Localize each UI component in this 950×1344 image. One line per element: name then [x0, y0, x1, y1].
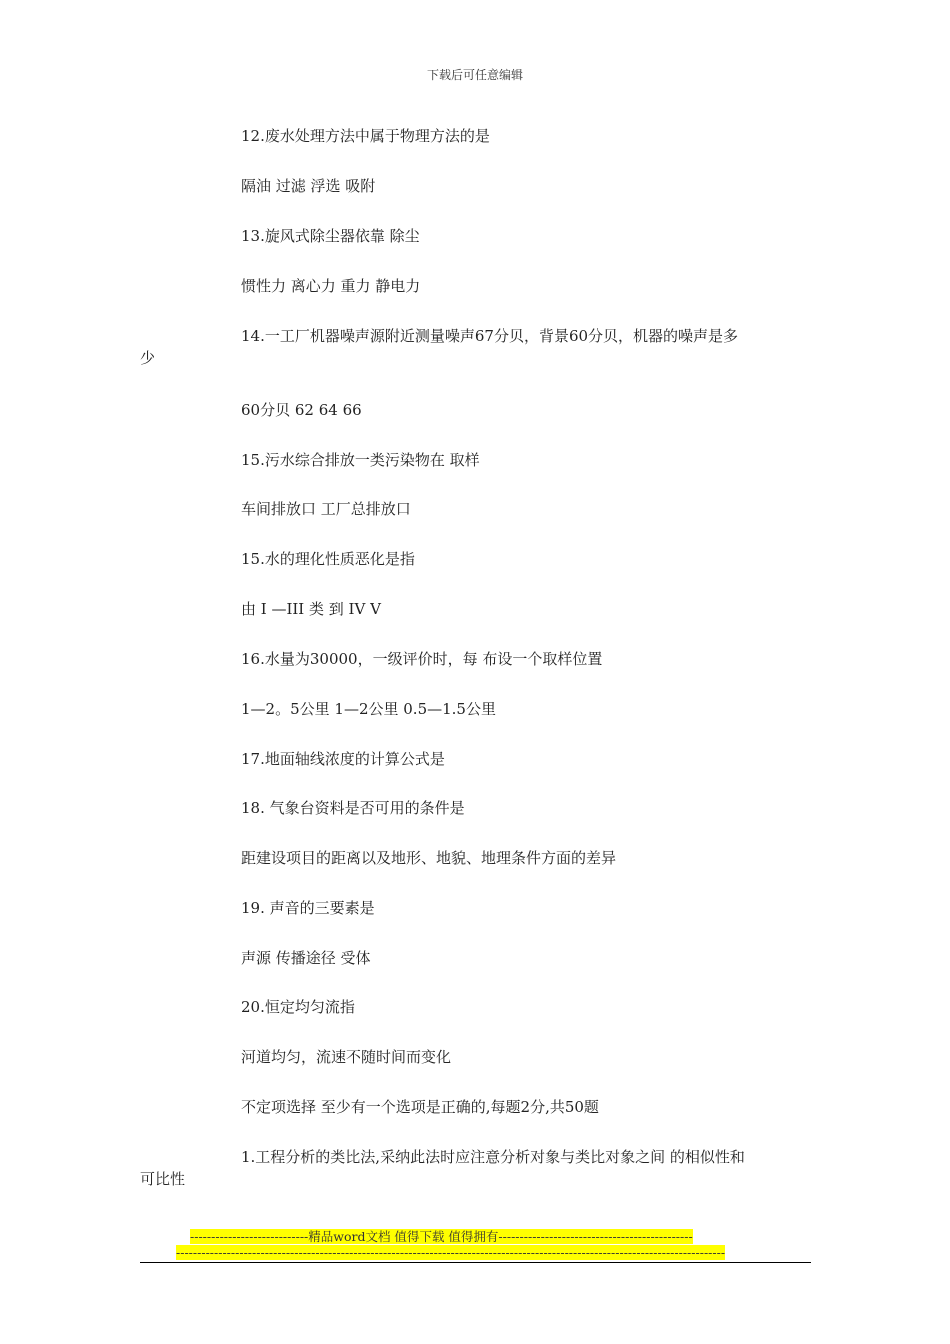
answer-12: 隔油 过滤 浮选 吸附: [241, 177, 376, 195]
answer-14: 60分贝 62 64 66: [241, 401, 362, 419]
question-16: 16.水量为30000，一级评价时，每 布设一个取样位置: [241, 650, 603, 668]
question-15a: 15.污水综合排放一类污染物在 取样: [241, 451, 480, 469]
multi-question-1: [140, 1146, 815, 1190]
footer-banner-line-1: [190, 1229, 760, 1245]
question-19: 19. 声音的三要素是: [241, 899, 375, 917]
question-18: 18. 气象台资料是否可用的条件是: [241, 799, 465, 817]
page-header: 下载后可任意编辑: [426, 68, 523, 82]
footer-divider: [140, 1262, 811, 1263]
footer-banner-text-1: ----------------------------精品word文档 值得下载 值得拥有----------------------------------------------: [190, 1229, 693, 1244]
question-14-line-2: 少: [140, 349, 156, 367]
question-17: 17.地面轴线浓度的计算公式是: [241, 750, 445, 768]
footer-banner-line-2: [176, 1245, 774, 1261]
question-15b: 15.水的理化性质恶化是指: [241, 550, 415, 568]
answer-16: 1—2。5公里 1—2公里 0.5—1.5公里: [241, 700, 496, 718]
multi-question-1-line-1: 1.工程分析的类比法,采纳此法时应注意分析对象与类比对象之间 的相似性和: [241, 1148, 745, 1166]
question-12: 12.废水处理方法中属于物理方法的是: [241, 127, 490, 145]
footer-banner-text-2: ----------------------------------------------------------------------------------------------------------------------------------: [176, 1245, 726, 1260]
question-14: [140, 325, 815, 369]
multi-question-1-line-2: 可比性: [140, 1170, 186, 1188]
section-heading: 不定项选择 至少有一个选项是正确的,每题2分,共50题: [241, 1098, 599, 1116]
answer-19: 声源 传播途径 受体: [241, 949, 371, 967]
answer-13: 惯性力 离心力 重力 静电力: [241, 277, 421, 295]
answer-15a: 车间排放口 工厂总排放口: [241, 500, 411, 518]
question-14-line-1: 14.一工厂机器噪声源附近测量噪声67分贝，背景60分贝，机器的噪声是多: [241, 327, 739, 345]
question-13: 13.旋风式除尘器依靠 除尘: [241, 227, 420, 245]
answer-15b: 由 I —III 类 到 IV V: [241, 600, 381, 618]
answer-18: 距建设项目的距离以及地形、地貌、地理条件方面的差异: [241, 849, 617, 867]
question-20: 20.恒定均匀流指: [241, 998, 355, 1016]
answer-20: 河道均匀，流速不随时间而变化: [241, 1048, 452, 1066]
